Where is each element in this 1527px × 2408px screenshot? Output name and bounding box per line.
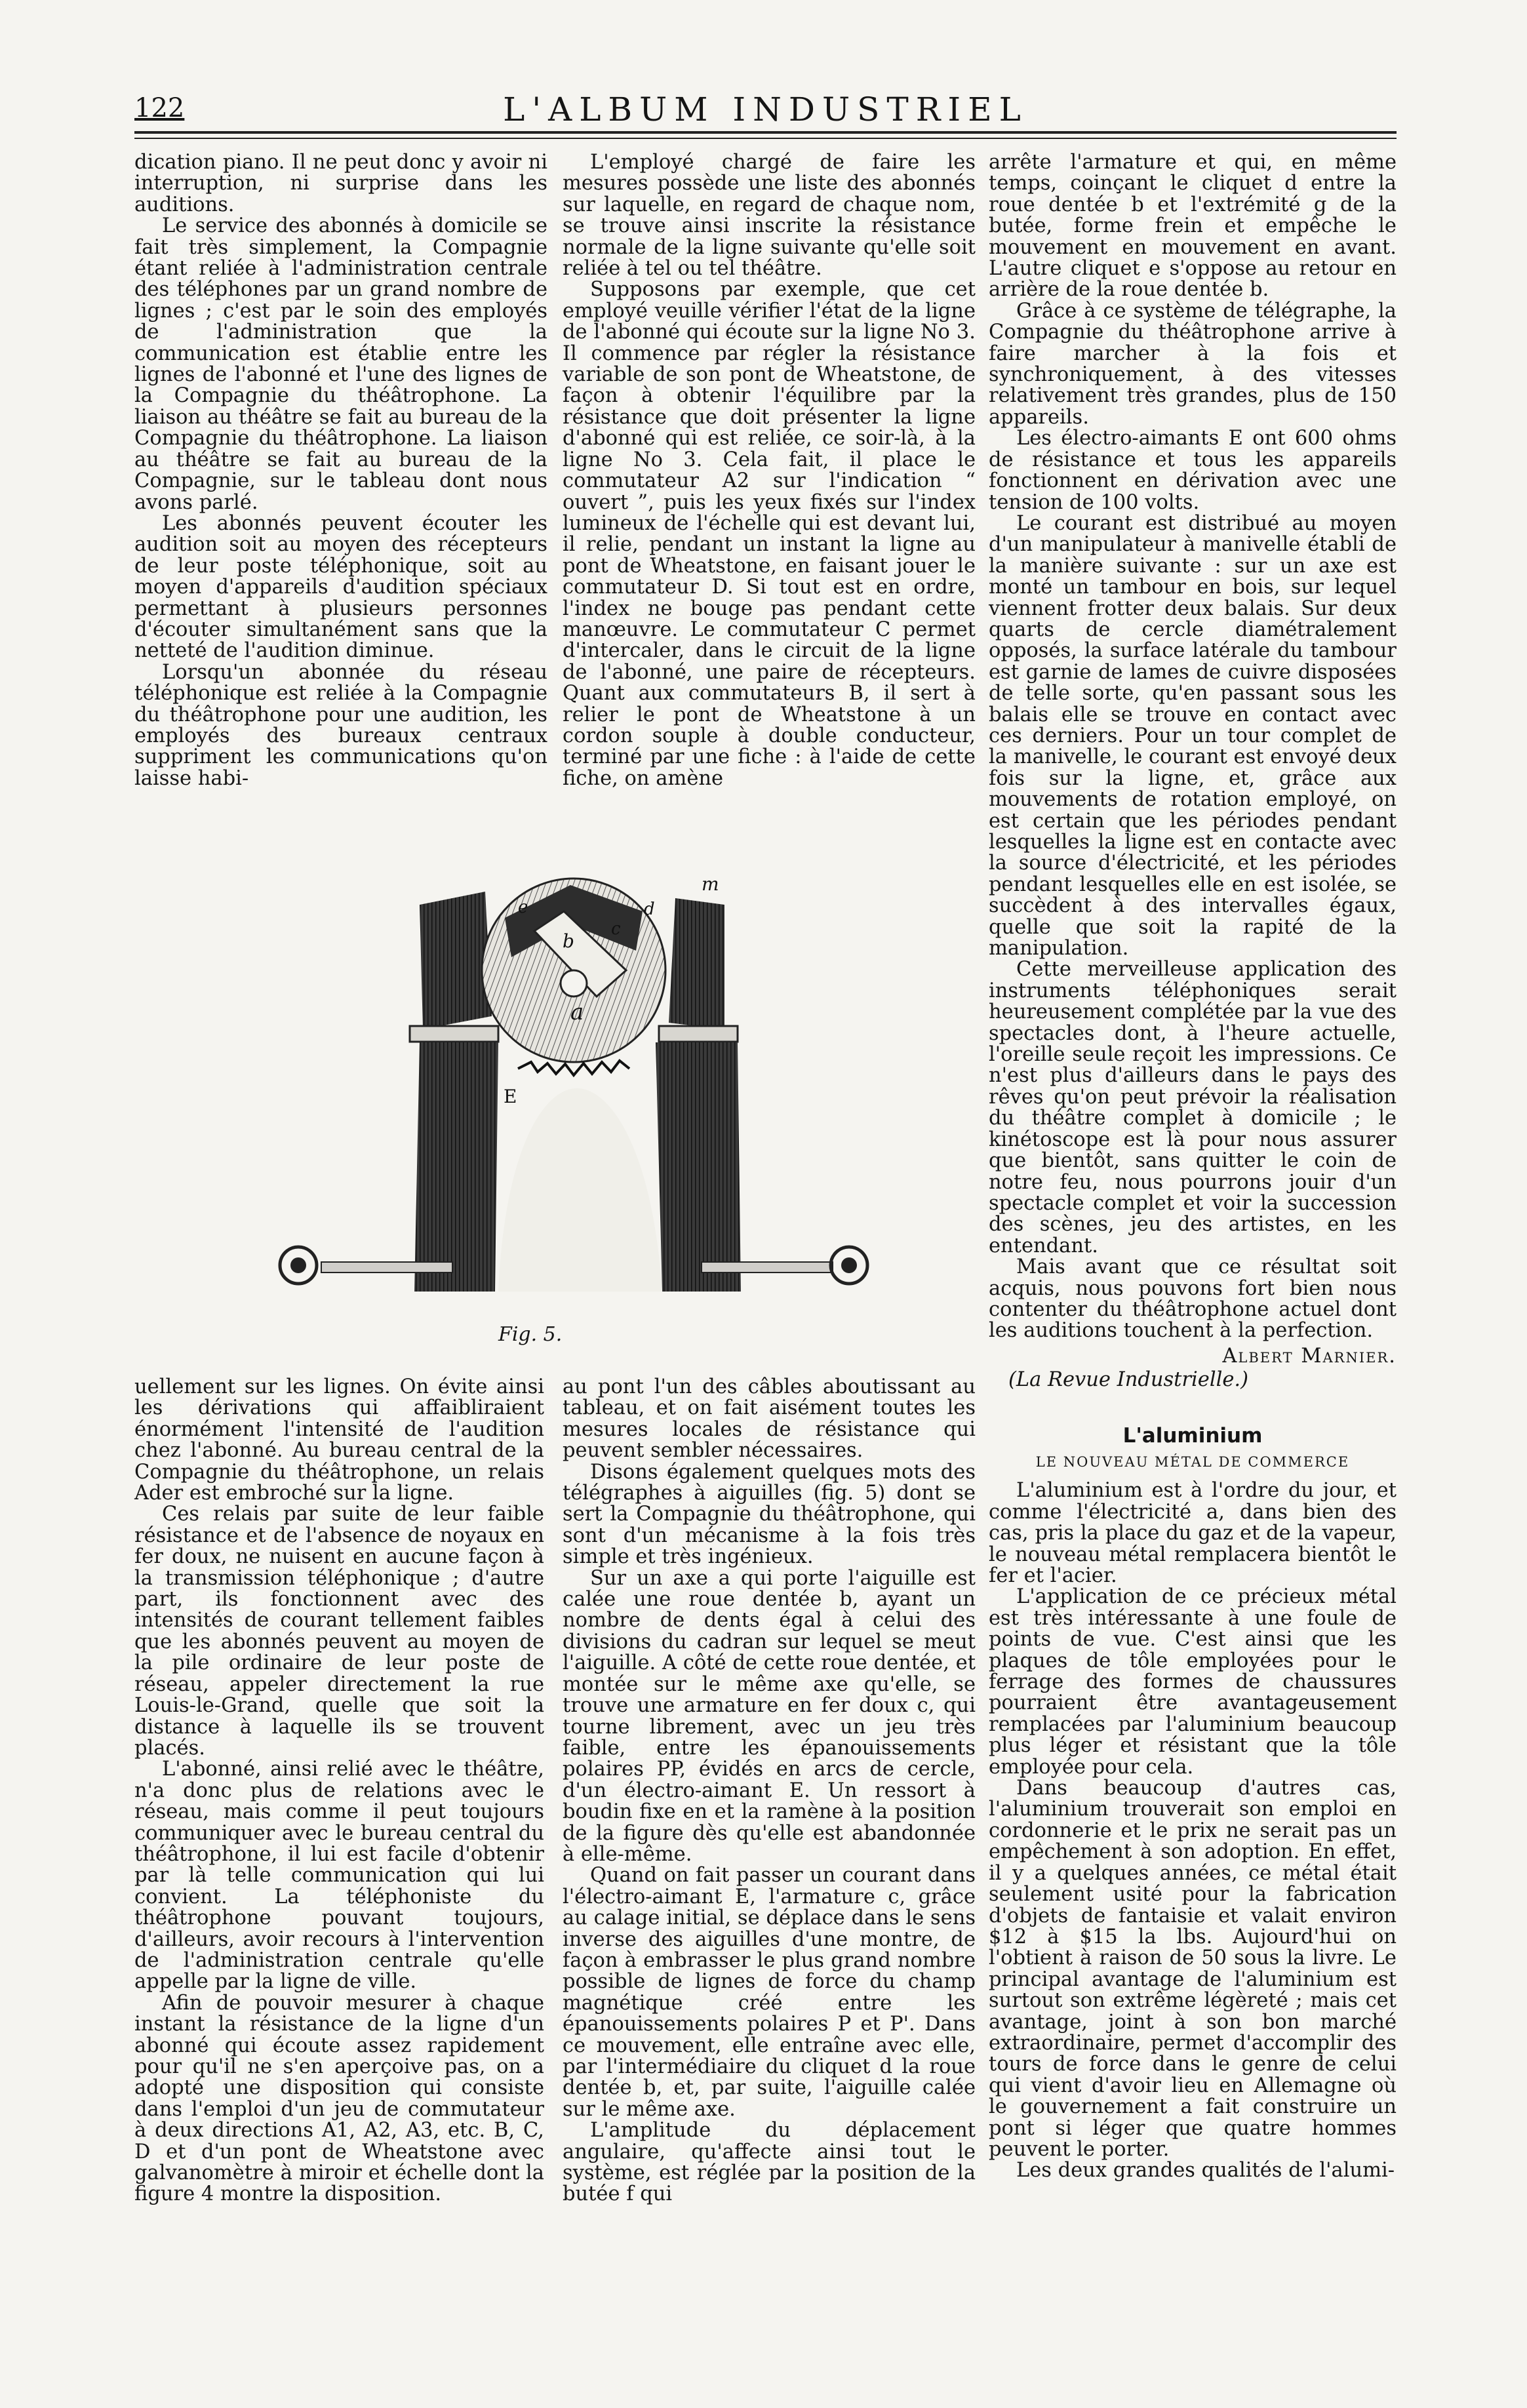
figure-label-b: b <box>563 930 574 952</box>
paragraph: Dans beaucoup d'autres cas, l'aluminium trouverait son emploi en cordonnerie et le prix ne serait pas un empêchement à son adoption. En effet, il y a quelques années, ce métal était seulement usité pour la fabrication d'objets de fantaisie et valait environ $12 à $15 la lbs. Aujourd'hui on l'obtient à raison de 50 sous la livre. Le principal avantage de l'aluminium est surtout son extrême légèreté ; mais cet avantage, joint à son bon marché extraordinaire, permet d'accomplir des tours de force dans le genre de celui qui vient d'avoir lieu en Allemagne où le gouvernement a fait construire un pont si léger que quatre hommes peuvent le porter. <box>989 1777 1397 2161</box>
header-rule-thin <box>134 138 1397 139</box>
figure-label-d: d <box>644 899 655 919</box>
paragraph: L'abonné, ainsi relié avec le théâtre, n'a donc plus de relations avec le réseau, mais comme il peut toujours communiquer avec le bureau central du théâtrophone, il lui est facile d'obtenir par là telle communication qui lui convient. La téléphoniste du théâtrophone pouvant toujours, d'ailleurs, avoir recours à l'intervention de l'administration centrale qu'elle appelle par la ligne de ville. <box>134 1758 544 1994</box>
figure-label-E: E <box>504 1086 517 1107</box>
section-subtitle: LE NOUVEAU MÉTAL DE COMMERCE <box>1035 1453 1350 1470</box>
column-2-bottom <box>563 1377 976 2205</box>
paragraph: arrête l'armature et qui, en même temps, coinçant le cliquet d entre la roue dentée b et l'extrémité g de la butée, forme frein et empêche le mouvement en mouvement en avant. L'autre cliquet e s'oppose au retour en arrière de la roue dentée b. <box>989 151 1397 302</box>
paragraph: L'application de ce précieux métal est très intéressante à une foule de points de vue. C'est ainsi que les plaques de tôle employées pour le ferrage des formes de chaussures pourraient être avantageusement remplacées par l'aluminium beaucoup plus léger et résistant que la tôle employée pour cela. <box>989 1585 1397 1779</box>
figure-label-c: c <box>611 919 621 939</box>
paragraph: Le service des abonnés à domicile se fait très simplement, la Compagnie étant reliée à l'administration centrale des téléphones par un grand nombre de lignes ; c'est par le soin des employés de l'administration que la communication est établie entre les lignes de l'abonné et l'une des lignes de la Compagnie du théâtrophone. La liaison au théâtre se fait au bureau de la Compagnie du théâtrophone. La liaison au théâtre se fait au bureau de la Compagnie, sur le tableau dont nous avons parlé. <box>134 214 547 514</box>
paragraph: Afin de pouvoir mesurer à chaque instant la résistance de la ligne d'un abonné qui écoute assez rapidement pour qu'il ne s'en aperçoive pas, on a adopté une disposition qui consiste dans l'emploi d'un jeu de commutateur à deux directions A1, A2, A3, etc. B, C, D et d'un pont de Wheatstone avec galvanomètre à miroir et échelle dont la figure 4 montre la disposition. <box>134 1991 544 2206</box>
telegraph-engraving <box>243 872 885 1305</box>
paragraph: Quand on fait passer un courant dans l'électro-aimant E, l'armature c, grâce au calage initial, se déplace dans le sens inverse des aiguilles d'une montre, de façon à embrasser le plus grand nombre possible de lignes de force du champ magnétique créé entre les épanouissements polaires P et P'. Dans ce mouvement, elle entraîne avec elle, par l'intermédiaire du cliquet d la roue dentée b, et, par suite, l'aiguille calée sur le même axe. <box>563 1864 976 2121</box>
column-1-bottom <box>134 1377 544 2205</box>
paragraph: Supposons par exemple, que cet employé veuille vérifier l'état de la ligne de l'abonné qui écoute sur la ligne No 3. Il commence par régler la résistance variable de son pont de Wheatstone, de façon à obtenir l'équilibre par la résistance que doit présenter la ligne d'abonné qui est reliée, ce soir-là, à la ligne No 3. Cela fait, il place le commutateur A2 sur l'indication “ ouvert ”, puis les yeux fixés sur l'index lumineux de l'échelle qui est devant lui, il relie, pendant un instant la ligne au pont de Wheatstone, en faisant jouer le commutateur D. Si tout est en ordre, l'index ne bouge pas pendant cette manœuvre. Le commutateur C permet d'intercaler, dans le circuit de la ligne de l'abonné, une paire de récepteurs. Quant aux commutateurs B, il sert à relier le pont de Wheatstone à un cordon souple à double conducteur, terminé par une fiche : à l'aide de cette fiche, on amène <box>563 278 976 790</box>
paragraph: Ces relais par suite de leur faible résistance et de l'absence de noyaux en fer doux, ne nuisent en aucune façon à la transmission téléphonique ; d'autre part, ils fonctionnent avec des intensités de courant tellement faibles que les abonnés peuvent au moyen de la pile ordinaire de leur poste de réseau, appeler directement la rue Louis-le-Grand, quelle que soit la distance à laquelle ils se trouvent placés. <box>134 1503 544 1760</box>
paragraph: Les électro-aimants E ont 600 ohms de résistance et tous les appareils fonctionnent en dérivation avec une tension de 100 volts. <box>989 427 1397 514</box>
paragraph: L'amplitude du déplacement angulaire, qu'affecte ainsi tout le système, est réglée par la position de la butée f qui <box>563 2119 976 2206</box>
paragraph: Mais avant que ce résultat soit acquis, nous pouvons fort bien nous contenter du théâtrophone actuel dont les auditions touchent à la perfection. <box>989 1255 1397 1343</box>
paragraph: Grâce à ce système de télégraphe, la Compagnie du théâtrophone arrive à faire marcher à la fois et synchroniquement, à des vitesses relativement très grandes, plus de 150 appareils. <box>989 299 1397 429</box>
figure-label-a: a <box>570 999 584 1025</box>
page-number: 122 <box>134 93 185 123</box>
paragraph: dication piano. Il ne peut donc y avoir ni interruption, ni surprise dans les auditions. <box>134 151 547 216</box>
paragraph: Cette merveilleuse application des instruments téléphoniques serait heureusement complétée par la vue des spectacles dont, à l'heure actuelle, l'oreille seule reçoit les impressions. Ce n'est plus d'ailleurs dans le pays des rêves qu'on peut prévoir la réalisation du théâtre complet à domicile ; le kinétoscope est là pour nous assurer que bientôt, sans quitter le coin de notre feu, nous pourrons jouir d'un spectacle complet et voir la succession des scènes, jeu des artistes, en les entendant. <box>989 958 1397 1257</box>
paragraph: Les abonnés peuvent écouter les audition soit au moyen des récepteurs de leur poste téléphonique, soit au moyen d'appareils d'audition spéciaux permettant à plusieurs personnes d'écouter simultanément sans que la netteté de l'audition diminue. <box>134 511 547 663</box>
paragraph: au pont l'un des câbles aboutissant au tableau, et on fait aisément toutes les mesures locales de résistance qui peuvent sembler nécessaires. <box>563 1375 976 1463</box>
paragraph: L'aluminium est à l'ordre du jour, et comme l'électricité a, dans bien des cas, pris la place du gaz et de la vapeur, le nouveau métal remplacera bientôt le fer et l'acier. <box>989 1479 1397 1587</box>
section-title: L'aluminium <box>1122 1423 1263 1448</box>
paragraph: Les deux grandes qualités de l'alumi- <box>1016 2159 1395 2182</box>
paragraph: Sur un axe a qui porte l'aiguille est calée une roue dentée b, ayant un nombre de dents égal à celui des divisions du cadran sur lequel se meut l'aiguille. A côté de cette roue dentée, et montée sur le même axe qu'elle, se trouve une armature en fer doux c, qui tourne librement, avec un jeu très faible, entre les épanouissements polaires PP, évidés en arcs de cercle, d'un électro-aimant E. Un ressort à boudin fixe en et la ramène à la position de la figure dès qu'elle est abandonnée à elle-même. <box>563 1566 976 1866</box>
figure-5-telegraph-illustration <box>243 872 885 1305</box>
paragraph: Le courant est distribué au moyen d'un manipulateur à manivelle établi de la manière suivante : sur un axe est monté un tambour en bois, sur lequel viennent frotter deux balais. Sur deux quarts de cercle diamétralement opposés, la surface latérale du tambour est garnie de lames de cuivre disposées de telle sorte, qu'en passant sous les balais elle se trouve en contact avec ces derniers. Pour un tour complet de la manivelle, le courant est envoyé deux fois sur la ligne, et, grâce aux mouvements de rotation employé, on est certain que les périodes pendant lesquelles la ligne est en contacte avec la source d'électricité, et les périodes pendant lesquelles elle en est isolée, se succèdent à des intervalles égaux, quelle que soit la rapité de la manipulation. <box>989 511 1397 960</box>
paragraph: Disons également quelques mots des télégraphes à aiguilles (fig. 5) dont se sert la Compagnie du théâtrophone, qui sont d'un mécanisme à la fois très simple et très ingénieux. <box>563 1460 976 1569</box>
column-3 <box>989 152 1397 2182</box>
author-signature: Albert Marnier. <box>1222 1344 1397 1368</box>
source-citation: (La Revue Industrielle.) <box>1008 1368 1248 1392</box>
column-2-top <box>563 152 976 789</box>
figure-caption: Fig. 5. <box>498 1323 563 1346</box>
journal-title: L'ALBUM INDUSTRIEL <box>503 90 1028 128</box>
paragraph: Lorsqu'un abonnée du réseau téléphonique est reliée à la Compagnie du théâtrophone pour une audition, les employés des bureaux centraux suppriment les communications qu'on laisse habi- <box>134 660 547 790</box>
figure-label-m: m <box>702 873 719 895</box>
paragraph: uellement sur les lignes. On évite ainsi les dérivations qui affaibliraient énormément l'intensité de l'audition chez l'abonné. Au bureau central de la Compagnie du théâtrophone, un relais Ader est embroché sur la ligne. <box>134 1375 544 1505</box>
header-rule-thick <box>134 131 1397 134</box>
running-header <box>134 90 1397 128</box>
figure-label-e: e <box>518 898 528 917</box>
column-1-top <box>134 152 547 789</box>
paragraph: L'employé chargé de faire les mesures possède une liste des abonnés sur laquelle, en regard de chaque nom, se trouve ainsi inscrite la résistance normale de la ligne suivante qu'elle soit reliée à tel ou tel théâtre. <box>563 151 976 281</box>
